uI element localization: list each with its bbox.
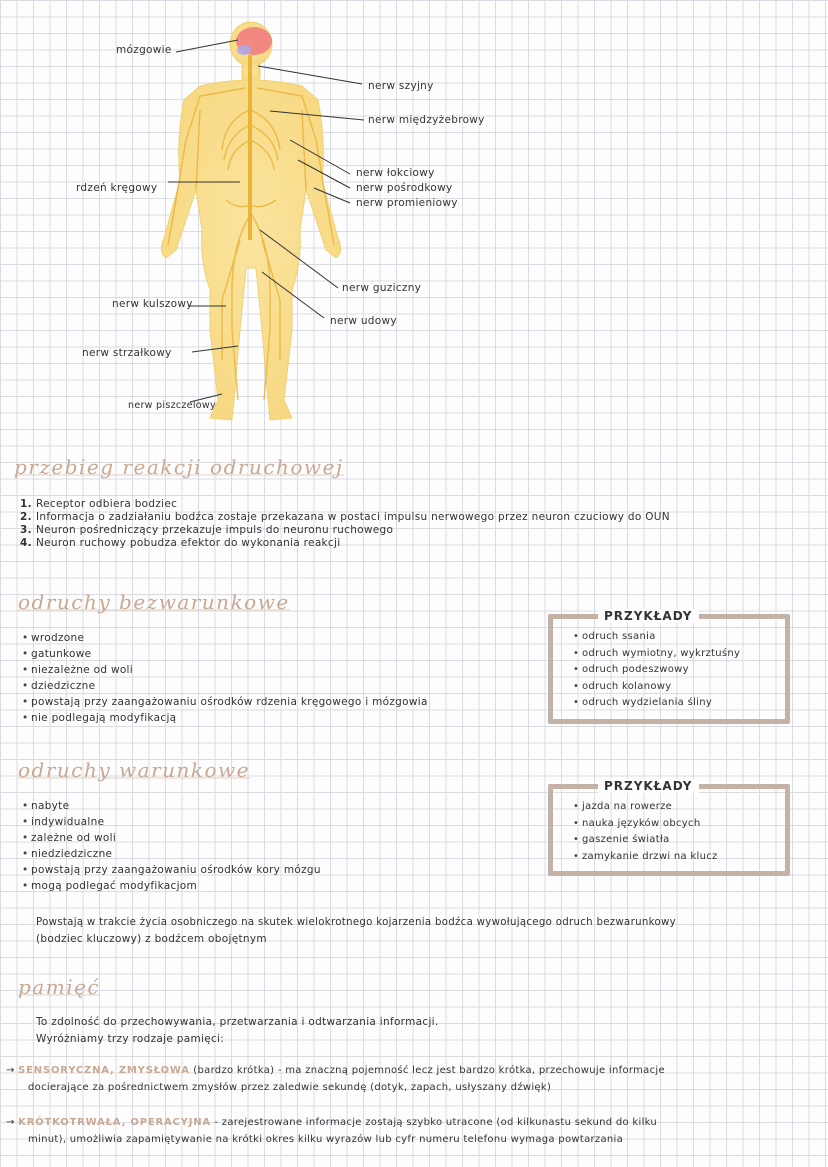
unconditioned-examples-box: [548, 614, 790, 724]
label-nerw-piszczelowy: nerw piszczelowy: [128, 400, 216, 411]
conditioned-note: [36, 914, 796, 948]
reflex-step: 1. Receptor odbiera bodziec: [20, 498, 178, 510]
conditioned-note-line: (bodziec kluczowy) z bodźcem obojętnym: [36, 933, 267, 945]
memory-type-name: KRÓTKOTRWAŁA, OPERACYJNA: [18, 1117, 211, 1128]
label-nerw-szyjny: nerw szyjny: [368, 80, 434, 92]
memory-type-name: SENSORYCZNA, ZMYSŁOWA: [18, 1065, 190, 1076]
label-nerw-kulszowy: nerw kulszowy: [112, 298, 193, 310]
list-item: • powstają przy zaangażowaniu ośrodków kory mózgu: [22, 862, 321, 878]
list-item: • zamykanie drzwi na klucz: [573, 849, 718, 866]
section-title-memory: pamięć: [18, 975, 101, 999]
list-item: • nabyte: [22, 798, 321, 814]
reflex-step: 4. Neuron ruchowy pobudza efektor do wykonania reakcji: [20, 537, 341, 549]
conditioned-examples-heading: PRZYKŁADY: [598, 779, 699, 793]
list-item: • odruch wymiotny, wykrztuśny: [573, 646, 740, 663]
list-item: • niedziedziczne: [22, 846, 321, 862]
body-figure-illustration: [0, 0, 828, 440]
memory-type-desc: docierające za pośrednictwem zmysłów przez zaledwie sekundę (dotyk, zapach, usłyszany dźwięk): [28, 1082, 552, 1093]
arrow-right-icon: →: [6, 1065, 15, 1076]
conditioned-examples-box: [548, 784, 790, 876]
list-item: • powstają przy zaangażowaniu ośrodków rdzenia kręgowego i mózgowia: [22, 694, 428, 710]
list-item: • dziedziczne: [22, 678, 428, 694]
list-item: • nauka języków obcych: [573, 816, 718, 833]
memory-intro: [36, 1014, 439, 1048]
section-title-reflex-path: przebieg reakcji odruchowej: [14, 455, 344, 479]
reflex-steps-list: [20, 498, 670, 550]
reflex-step: 3. Neuron pośredniczący przekazuje impuls do neuronu ruchowego: [20, 524, 394, 536]
list-item: • odruch kolanowy: [573, 679, 740, 696]
list-item: • niezależne od woli: [22, 662, 428, 678]
label-nerw-strzalkowy: nerw strzałkowy: [82, 347, 172, 359]
memory-intro-line: To zdolność do przechowywania, przetwarzania i odtwarzania informacji.: [36, 1016, 439, 1028]
list-item: • indywidualne: [22, 814, 321, 830]
label-rdzen-kregowy: rdzeń kręgowy: [76, 182, 158, 194]
label-nerw-lokciowy: nerw łokciowy: [356, 167, 435, 179]
reflex-step: 2. Informacja o zadziałaniu bodźca zostaje przekazana w postaci impulsu nerwowego przez neuron czuciowy do OUN: [20, 511, 670, 523]
list-item: • wrodzone: [22, 630, 428, 646]
memory-type-desc: minut), umożliwia zapamiętywanie na krótki okres kilku wyrazów lub cyfr numeru telefonu wymaga powtarzania: [28, 1134, 624, 1145]
list-item: • zależne od woli: [22, 830, 321, 846]
memory-type-short-term: [6, 1114, 816, 1148]
conditioned-note-line: Powstają w trakcie życia osobniczego na skutek wielokrotnego kojarzenia bodźca wywołującego odruch bezwarunkowy: [36, 917, 676, 928]
list-item: • jazda na rowerze: [573, 799, 718, 816]
conditioned-examples-list: [573, 799, 718, 865]
list-item: • gatunkowe: [22, 646, 428, 662]
label-nerw-miedzyzebrowy: nerw międzyżebrowy: [368, 114, 485, 126]
list-item: • gaszenie światła: [573, 832, 718, 849]
section-title-conditioned: odruchy warunkowe: [18, 758, 251, 782]
memory-type-desc: - zarejestrowane informacje zostają szybko utracone (od kilkunastu sekund do kilku: [214, 1117, 658, 1128]
conditioned-traits-list: [22, 798, 321, 894]
nervous-system-diagram: [0, 0, 828, 440]
list-item: • odruch ssania: [573, 629, 740, 646]
section-title-unconditioned: odruchy bezwarunkowe: [18, 590, 290, 614]
label-mozgowie: mózgowie: [116, 44, 172, 56]
label-nerw-promieniowy: nerw promieniowy: [356, 197, 458, 209]
memory-type-sensory: [6, 1062, 816, 1096]
unconditioned-traits-list: [22, 630, 428, 726]
unconditioned-examples-list: [573, 629, 740, 712]
list-item: • odruch podeszwowy: [573, 662, 740, 679]
memory-type-desc: (bardzo krótka) - ma znaczną pojemność lecz jest bardzo krótka, przechowuje informacje: [193, 1065, 665, 1076]
list-item: • nie podlegają modyfikacją: [22, 710, 428, 726]
list-item: • mogą podlegać modyfikacjom: [22, 878, 321, 894]
arrow-right-icon: →: [6, 1117, 15, 1128]
label-nerw-posrodkowy: nerw pośrodkowy: [356, 182, 453, 194]
list-item: • odruch wydzielania śliny: [573, 695, 740, 712]
label-nerw-udowy: nerw udowy: [330, 315, 397, 327]
memory-intro-line: Wyróżniamy trzy rodzaje pamięci:: [36, 1033, 225, 1045]
unconditioned-examples-heading: PRZYKŁADY: [598, 609, 699, 623]
label-nerw-guziczny: nerw guziczny: [342, 282, 422, 294]
